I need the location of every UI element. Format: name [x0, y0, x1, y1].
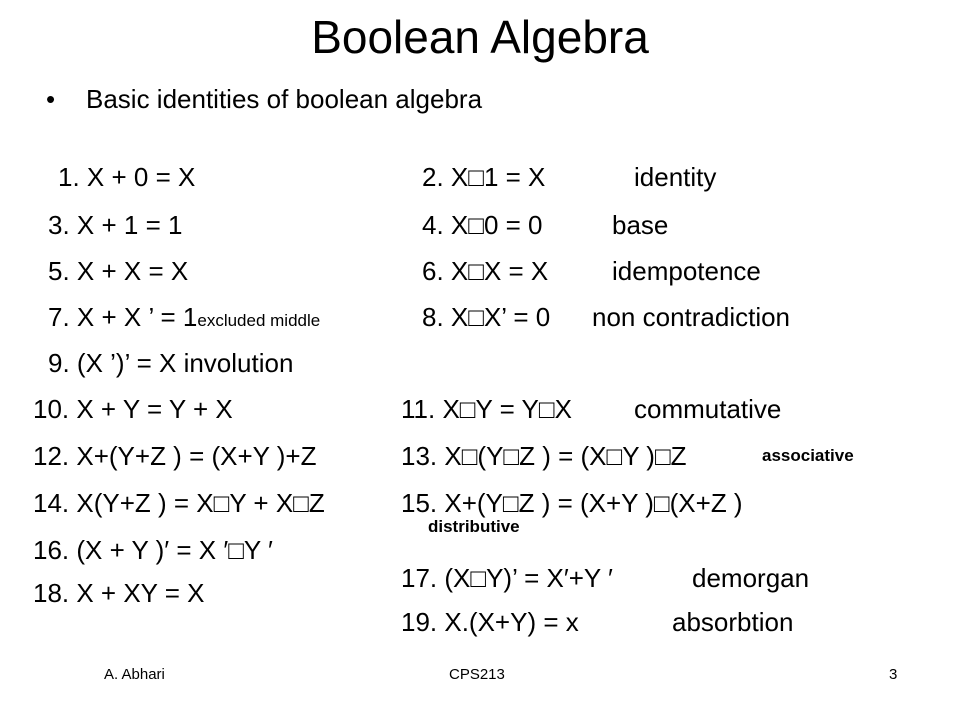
identity-13: 13. X□(Y□Z ) = (X□Y )□Z — [401, 441, 687, 471]
identity-12: 12. X+(Y+Z ) = (X+Y )+Z — [33, 441, 317, 471]
label-non-contradiction: non contradiction — [592, 302, 791, 332]
identity-2: 2. X□1 = X — [422, 162, 546, 192]
label-idempotence: idempotence — [612, 256, 761, 286]
identity-3: 3. X + 1 = 1 — [48, 210, 183, 240]
page-title: Boolean Algebra — [311, 11, 649, 63]
identity-6: 6. X□X = X — [422, 256, 549, 286]
footer-author: A. Abhari — [104, 666, 165, 683]
label-demorgan: demorgan — [692, 563, 810, 593]
label-commutative: commutative — [634, 394, 782, 424]
identity-1: 1. X + 0 = X — [58, 162, 196, 192]
label-identity: identity — [634, 162, 717, 192]
identity-14: 14. X(Y+Z ) = X□Y + X□Z — [33, 488, 325, 518]
label-base: base — [612, 210, 669, 240]
identity-16: 16. (X + Y )′ = X ′□Y ′ — [33, 535, 273, 565]
identity-4: 4. X□0 = 0 — [422, 210, 543, 240]
footer-page-number: 3 — [889, 666, 898, 683]
identity-19: 19. X.(X+Y) = x — [401, 607, 579, 637]
identity-7 — [48, 304, 320, 330]
identity-10: 10. X + Y = Y + X — [33, 394, 233, 424]
identity-7-note: excluded middle — [197, 311, 321, 330]
identity-5: 5. X + X = X — [48, 256, 189, 286]
label-associative: associative — [762, 446, 854, 465]
identity-9: 9. (X ’)’ = X involution — [48, 348, 294, 378]
label-distributive: distributive — [428, 517, 520, 536]
identity-17: 17. (X□Y)’ = X′+Y ′ — [401, 563, 613, 593]
bullet-text: Basic identities of boolean algebra — [86, 84, 483, 114]
identity-15: 15. X+(Y□Z ) = (X+Y )□(X+Z ) — [401, 488, 743, 518]
identity-7-formula: 7. X + X ’ = 1 — [48, 302, 198, 332]
identity-8: 8. X□X’ = 0 — [422, 302, 551, 332]
label-absorbtion: absorbtion — [672, 607, 794, 637]
bullet-icon: • — [46, 84, 56, 114]
footer-course: CPS213 — [449, 666, 505, 683]
identity-11: 11. X□Y = Y□X — [401, 394, 572, 424]
identity-18: 18. X + XY = X — [33, 578, 205, 608]
